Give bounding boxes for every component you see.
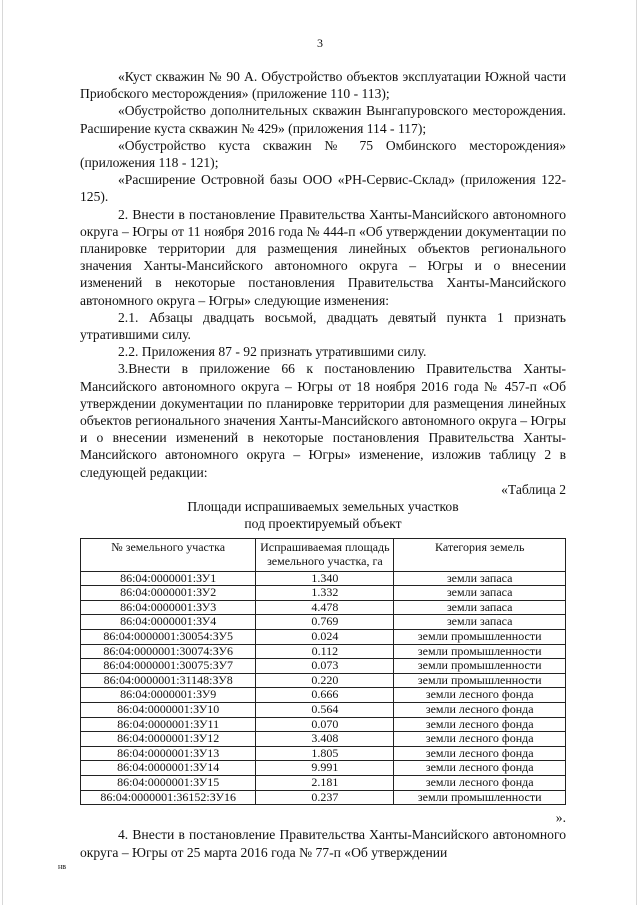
table-row bbox=[81, 571, 566, 586]
page-number: 3 bbox=[317, 36, 323, 50]
table-row bbox=[81, 644, 566, 659]
table-row bbox=[81, 746, 566, 761]
cell-plot-number: 86:04:0000001:ЗУ14 bbox=[81, 761, 256, 776]
land-plots-table bbox=[80, 538, 566, 805]
table-header-row bbox=[81, 539, 566, 571]
cell-land-category: земли запаса bbox=[394, 600, 566, 615]
cell-area: 1.340 bbox=[256, 571, 394, 586]
paragraph-vyngapurovskoe: «Обустройство дополнительных скважин Вынгапуровского месторождения. Расширение куста скважин № 429» (приложения 114 - 117); bbox=[80, 103, 566, 136]
cell-land-category: земли промышленности bbox=[394, 673, 566, 688]
paragraph-item-3: 3.Внести в приложение 66 к постановлению Правительства Ханты-Мансийского автономного округа – Югры от 18 ноября 2016 года № 457-п «Об утверждении документации по планировке территории для размещения линейных объектов регионального значения Ханты-Мансийского автономного округа – Югры и о внесении изменений в некоторые постановления Правительства Ханты-Мансийского автономного округа – Югры» изменение, изложив таблицу 2 в следующей редакции: bbox=[80, 361, 566, 480]
cell-plot-number: 86:04:0000001:ЗУ10 bbox=[81, 703, 256, 718]
cell-land-category: земли промышленности bbox=[394, 630, 566, 645]
cell-plot-number: 86:04:0000001:31148:ЗУ8 bbox=[81, 673, 256, 688]
table-title-line-1: Площади испрашиваемых земельных участков bbox=[187, 499, 459, 515]
cell-area: 0.073 bbox=[256, 659, 394, 674]
table-title-line-2: под проектируемый объект bbox=[244, 516, 402, 532]
cell-plot-number: 86:04:0000001:30075:ЗУ7 bbox=[81, 659, 256, 674]
cell-plot-number: 86:04:0000001:ЗУ13 bbox=[81, 746, 256, 761]
table-row bbox=[81, 761, 566, 776]
table-row bbox=[81, 703, 566, 718]
cell-land-category: земли запаса bbox=[394, 615, 566, 630]
cell-land-category: земли промышленности bbox=[394, 790, 566, 805]
header-land-category: Категория земель bbox=[394, 539, 566, 571]
table-closing-quote: ». bbox=[555, 810, 566, 826]
paragraph-item-2-1: 2.1. Абзацы двадцать восьмой, двадцать девятый пункта 1 признать утратившими силу. bbox=[80, 309, 566, 343]
cell-land-category: земли лесного фонда bbox=[394, 732, 566, 747]
header-area: Испрашиваемая площадь земельного участка, га bbox=[256, 539, 394, 571]
table-row bbox=[81, 732, 566, 747]
cell-area: 3.408 bbox=[256, 732, 394, 747]
cell-plot-number: 86:04:0000001:ЗУ4 bbox=[81, 615, 256, 630]
cell-land-category: земли лесного фонда bbox=[394, 761, 566, 776]
cell-plot-number: 86:04:0000001:ЗУ2 bbox=[81, 586, 256, 601]
cell-area: 0.024 bbox=[256, 630, 394, 645]
header-plot-number: № земельного участка bbox=[81, 539, 256, 571]
table-row bbox=[81, 600, 566, 615]
table-row bbox=[81, 775, 566, 790]
cell-land-category: земли лесного фонда bbox=[394, 746, 566, 761]
cell-plot-number: 86:04:0000001:ЗУ11 bbox=[81, 717, 256, 732]
paragraph-ostrovnaya-baza: «Расширение Островной базы ООО «РН-Сервис-Склад» (приложения 122-125). bbox=[80, 172, 566, 205]
cell-land-category: земли лесного фонда bbox=[394, 717, 566, 732]
cell-land-category: земли промышленности bbox=[394, 644, 566, 659]
cell-land-category: земли запаса bbox=[394, 586, 566, 601]
cell-area: 0.220 bbox=[256, 673, 394, 688]
left-scan-edge bbox=[2, 0, 3, 905]
cell-plot-number: 86:04:0000001:36152:ЗУ16 bbox=[81, 790, 256, 805]
paragraph-item-2-2: 2.2. Приложения 87 - 92 признать утратившими силу. bbox=[118, 344, 427, 360]
cell-area: 0.237 bbox=[256, 790, 394, 805]
cell-land-category: земли запаса bbox=[394, 571, 566, 586]
cell-area: 9.991 bbox=[256, 761, 394, 776]
paragraph-kust-90a: «Куст скважин № 90 А. Обустройство объектов эксплуатации Южной части Приобского месторождения» (приложение 110 - 113); bbox=[80, 69, 566, 102]
right-scan-edge bbox=[636, 0, 637, 905]
cell-area: 1.805 bbox=[256, 746, 394, 761]
paragraph-item-4: 4. Внести в постановление Правительства Ханты-Мансийского автономного округа – Югры от 25 марта 2016 года № 77-п «Об утверждении bbox=[80, 827, 566, 860]
paragraph-kust-75: «Обустройство куста скважин № 75 Омбинского месторождения» (приложения 118 - 121); bbox=[80, 137, 566, 171]
table-row bbox=[81, 659, 566, 674]
cell-plot-number: 86:04:0000001:30054:ЗУ5 bbox=[81, 630, 256, 645]
cell-area: 4.478 bbox=[256, 600, 394, 615]
table-row bbox=[81, 717, 566, 732]
cell-land-category: земли лесного фонда bbox=[394, 688, 566, 703]
cell-land-category: земли промышленности bbox=[394, 659, 566, 674]
document-body bbox=[80, 68, 566, 861]
table-row bbox=[81, 673, 566, 688]
cell-plot-number: 86:04:0000001:ЗУ3 bbox=[81, 600, 256, 615]
cell-area: 2.181 bbox=[256, 775, 394, 790]
cell-plot-number: 86:04:0000001:ЗУ12 bbox=[81, 732, 256, 747]
footer-initials: нв bbox=[58, 862, 67, 871]
cell-area: 0.666 bbox=[256, 688, 394, 703]
table-body bbox=[81, 571, 566, 805]
cell-land-category: земли лесного фонда bbox=[394, 775, 566, 790]
cell-plot-number: 86:04:0000001:ЗУ9 bbox=[81, 688, 256, 703]
table-row bbox=[81, 790, 566, 805]
cell-area: 0.112 bbox=[256, 644, 394, 659]
table-row bbox=[81, 586, 566, 601]
table-row bbox=[81, 688, 566, 703]
cell-plot-number: 86:04:0000001:ЗУ15 bbox=[81, 775, 256, 790]
paragraph-item-2: 2. Внести в постановление Правительства Ханты-Мансийского автономного округа – Югры от 11 ноября 2016 года № 444-п «Об утверждении документации по планировке территории для размещения линейных объектов регионального значения Ханты-Мансийского автономного округа – Югры и о внесении изменений в некоторые постановления Правительства Ханты-Мансийского автономного округа – Югры» следующие изменения: bbox=[80, 206, 566, 308]
cell-land-category: земли лесного фонда bbox=[394, 703, 566, 718]
cell-plot-number: 86:04:0000001:30074:ЗУ6 bbox=[81, 644, 256, 659]
cell-plot-number: 86:04:0000001:ЗУ1 bbox=[81, 571, 256, 586]
cell-area: 0.769 bbox=[256, 615, 394, 630]
table-label: «Таблица 2 bbox=[501, 481, 566, 497]
cell-area: 1.332 bbox=[256, 586, 394, 601]
cell-area: 0.070 bbox=[256, 717, 394, 732]
cell-area: 0.564 bbox=[256, 703, 394, 718]
table-row bbox=[81, 630, 566, 645]
table-row bbox=[81, 615, 566, 630]
